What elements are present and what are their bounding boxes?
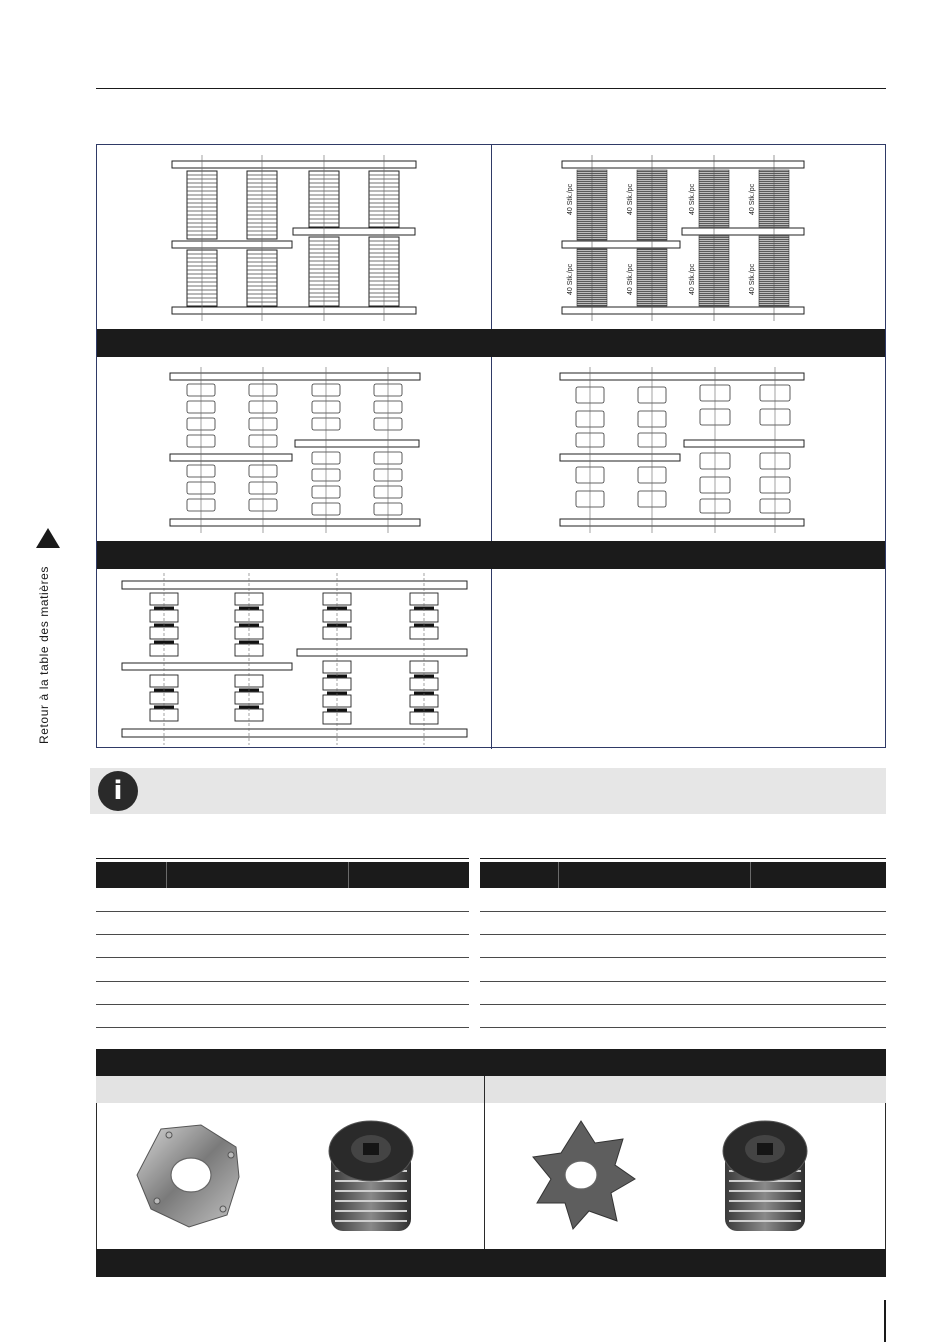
- info-note: [90, 768, 886, 814]
- table-row: [480, 981, 886, 982]
- table-row: [96, 1027, 469, 1028]
- diagram-caption-bar: [97, 329, 885, 357]
- count-label: 40 Stk./pc: [627, 263, 634, 295]
- table-row: [480, 1027, 886, 1028]
- drum-config-diagram-star: [97, 569, 491, 747]
- count-label: 40 Stk./pc: [567, 263, 574, 295]
- table-row: [96, 934, 469, 935]
- count-label: 40 Stk./pc: [749, 263, 756, 295]
- table-row: [480, 957, 886, 958]
- back-to-toc-link[interactable]: [30, 528, 60, 768]
- drum-config-diagram-dense-b: [492, 145, 885, 329]
- table-row: [96, 1004, 469, 1005]
- table-row: [480, 1004, 886, 1005]
- empty-cell: [492, 569, 885, 747]
- cutter-drum-image: [321, 1111, 421, 1241]
- grid-divider: [491, 569, 492, 749]
- config-diagram-2: [492, 145, 885, 329]
- panel-subheader-right: [485, 1076, 886, 1103]
- header-rule: [96, 88, 886, 89]
- triangle-up-icon: [36, 528, 60, 548]
- panel-subheader-left: [96, 1076, 484, 1103]
- panel-body: [96, 1103, 886, 1249]
- drum-configuration-grid: [96, 144, 886, 748]
- diagram-caption-bar: [97, 541, 885, 569]
- count-label: 40 Stk./pc: [749, 183, 756, 215]
- drum-config-diagram-spaced-a: [97, 357, 491, 541]
- table-header: [480, 862, 886, 888]
- config-diagram-5: [97, 569, 491, 747]
- page-marker: [884, 1300, 886, 1342]
- product-panel: [96, 1049, 886, 1277]
- count-label: 40 Stk./pc: [689, 183, 696, 215]
- count-label: 40 Stk./pc: [567, 183, 574, 215]
- panel-footer: [96, 1249, 886, 1277]
- table-row: [480, 911, 886, 912]
- config-diagram-4: [492, 357, 885, 541]
- cutter-drum-image: [715, 1111, 815, 1241]
- table-header: [96, 862, 469, 888]
- count-label: 40 Stk./pc: [689, 263, 696, 295]
- drum-config-diagram-spaced-b: [492, 357, 885, 541]
- info-icon: i: [98, 771, 138, 811]
- six-point-cutter-image: [523, 1117, 641, 1235]
- count-label: 40 Stk./pc: [627, 183, 634, 215]
- table-row: [96, 957, 469, 958]
- panel-header: [96, 1049, 886, 1076]
- back-to-toc-label: Retour à la table des matières: [37, 565, 51, 745]
- config-diagram-3: [97, 357, 491, 541]
- five-point-cutter-image: [131, 1117, 251, 1235]
- config-diagram-1: [97, 145, 491, 329]
- panel-divider: [484, 1076, 485, 1249]
- table-row: [480, 934, 886, 935]
- table-row: [96, 911, 469, 912]
- table-row: [96, 981, 469, 982]
- drum-config-diagram-dense-a: [97, 145, 491, 329]
